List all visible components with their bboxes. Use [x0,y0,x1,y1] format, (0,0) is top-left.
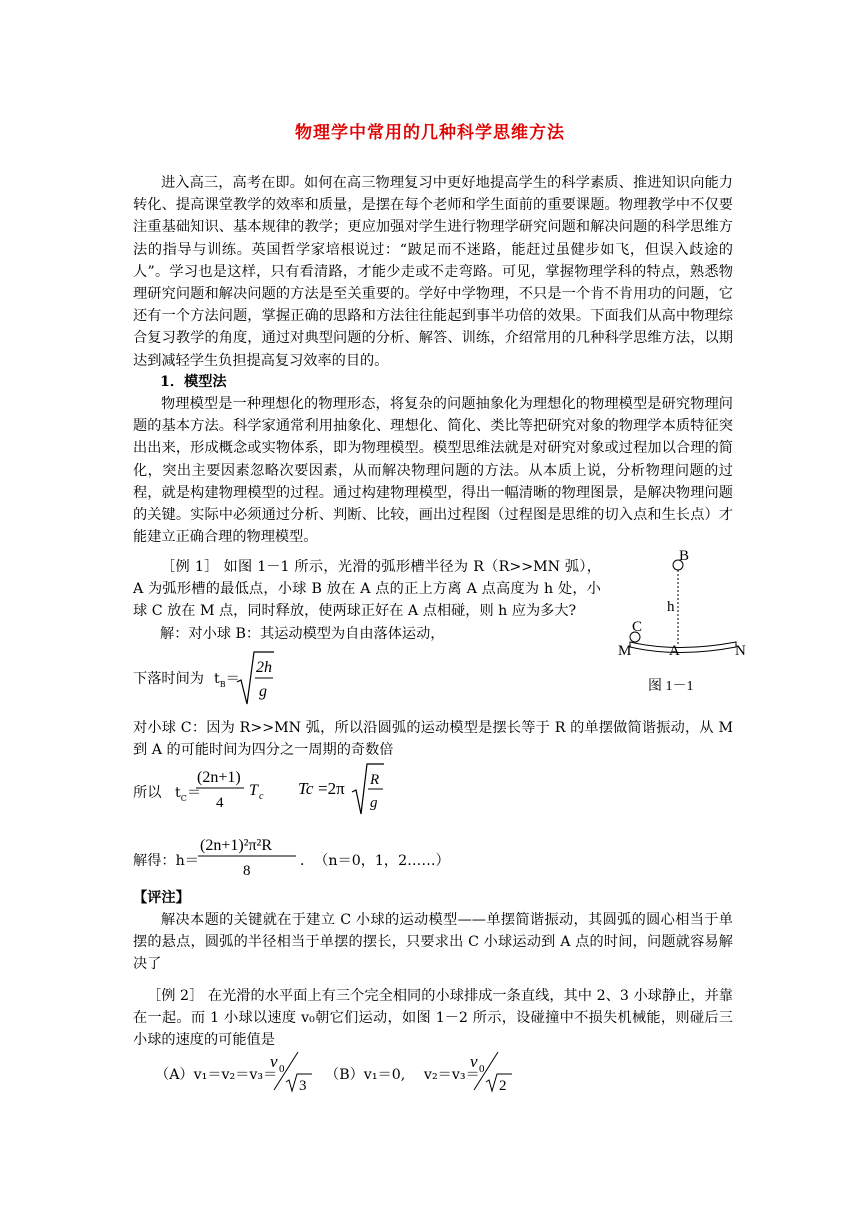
option-a-label: （A）v₁＝v₂＝v₃＝ [155,1067,278,1083]
option-a-v: v [270,1052,278,1071]
answer-tail: ． （n＝0，1，2……） [300,853,450,869]
formula-answer [198,833,298,883]
tb-sub: B [219,679,226,689]
period-denominator: g [370,795,378,811]
label-b: B [679,548,690,564]
option-b-label: （B）v₁＝0, v₂＝v₃＝ [325,1067,480,1083]
option-a-formula [268,1050,318,1096]
answer-denominator: 8 [243,863,251,879]
example-2-text: ［例 2］ 在光滑的水平面上有三个完全相同的小球排成一条直线，其中 2、3 小球静止，并靠在一起。而 1 小球以速度 v₀朝它们运动，如图 1－2 所示，设碰撞中不损失机械能，则碰后三小球的速度的可能值是 [133,988,733,1049]
period-2pi: =2π [318,779,345,798]
intro-paragraph: 进入高三，高考在即。如何在高三物理复习中更好地提高学生的科学素质、推进知识向能力转化、提高课堂教学的效率和质量，是摆在每个老师和学生面前的重要课题。物理教学中不仅要注重基础知识、基本规律的教学；更应加强对学生进行物理学研究问题和解决问题的科学思维方法的指导与训练。英国哲学家培根说过：“跛足而不迷路，能赶过虽健步如飞，但误入歧途的人”。学习也是这样，只有看清路，才能少走或不走弯路。可见，掌握物理学科的特点，熟悉物理研究问题和解决问题的方法是至关重要的。学好中学物理，不只是一个肯不肯用功的问题，它还有一个方法问题，掌握正确的思路和方法往往能起到事半功倍的效果。下面我们从高中物理综合复习教学的角度，通过对典型问题的分析、解答、训练，介绍常用的几种科学思维方法，以期达到减轻学生负担提高复习效率的目的。 [133,175,733,369]
label-m: M [618,643,632,659]
period-lhs: Tc [298,779,314,798]
formula-period [298,762,388,818]
tc-period-subscript: c [259,791,264,802]
comment-heading: 【评注】 [133,890,190,906]
solution-ball-c: 对小球 C：因为 R>>MN 弧，所以沿圆弧的运动模型是摆长等于 R 的单摆做简谐振动，从 M 到 A 的可能时间为四分之一周期的奇数倍 [133,720,733,759]
label-a: A [669,643,680,659]
arc-groove [630,642,736,653]
tc-t: t [175,785,181,801]
answer-numerator: (2n+1)²π²R [200,837,273,854]
option-b-root: 2 [499,1078,507,1094]
document-title: 物理学中常用的几种科学思维方法 [295,123,565,143]
model-method-paragraph: 物理模型是一种理想化的物理形态，将复杂的问题抽象化为理想化的物理模型是研究物理问题的基本方法。科学家通常利用抽象化、理想化、简化、类比等把研究对象的物理学本质特征突出出来，形成概念或实物体系，即为物理模型。模型思维法就是对研究对象或过程加以合理的简化，突出主要因素忽略次要因素，从而解决物理问题的方法。从本质上说，分析物理问题的过程，就是构建物理模型的过程。通过构建物理模型，得出一幅清晰的物理图景，是解决物理问题的关键。实际中必须通过分析、判断、比较，画出过程图（过程图是思维的切入点和生长点）才能建立正确合理的物理模型。 [133,396,733,546]
option-a-v-sub: 0 [279,1063,285,1075]
option-b-v: v [470,1052,478,1071]
label-n: N [735,643,746,659]
tc-sub: C [180,793,187,803]
label-c: C [632,619,643,635]
tb-t: t [214,671,220,687]
figure-caption: 图 1－1 [648,679,694,694]
answer-label: 解得：h＝ [133,853,199,869]
so-label: 所以 [133,785,162,801]
period-numerator: R [370,772,380,788]
fall-time-label: 下落时间为 [133,671,204,687]
tb-numerator: 2h [256,659,272,676]
option-a-root: 3 [299,1078,307,1094]
option-b-formula [468,1050,518,1096]
formula-tc [196,765,276,815]
figure-1-1 [610,545,760,700]
tc-equals: ＝ [186,785,202,801]
tc-numerator: (2n+1) [197,769,241,786]
formula-sqrt-2h-g [236,650,276,708]
comment-paragraph: 解决本题的关键就在于建立 C 小球的运动模型——单摆简谐振动，其圆弧的圆心相当于单摆的悬点，圆弧的半径相当于单摆的摆长，只要求出 C 小球运动到 A 点的时间，问题就容易解决了 [133,912,733,973]
tc-period-symbol: T [249,782,258,799]
solution-ball-b: 解：对小球 B：其运动模型为自由落体运动， [160,626,445,642]
example-1-text: ［例 1］ 如图 1－1 所示，光滑的弧形槽半径为 R（R>>MN 弧），A 为弧形槽的最低点，小球 B 放在 A 点的正上方离 A 点高度为 h 处，小球 C 放在 M 点，同时释放，使两球正好在 A 点相碰，则 h 应为多大? [133,559,601,620]
tc-denominator: 4 [216,795,224,811]
option-b-v-sub: 0 [479,1063,485,1075]
label-h: h [667,599,675,615]
section-heading-model: 1．模型法 [160,374,227,390]
tb-denominator: g [259,683,267,700]
tb-equals: ＝ [225,671,240,687]
